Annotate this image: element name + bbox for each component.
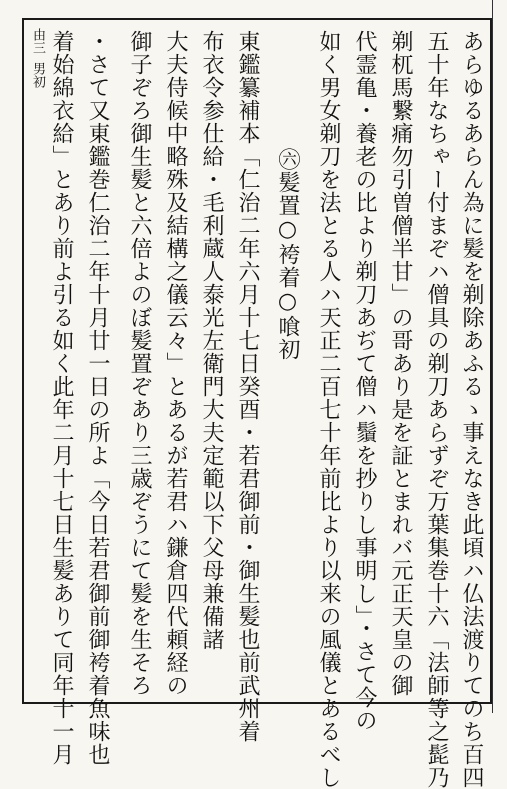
text-column-2: 五十年なちゃー付まぞハ僧具の剃刀あらずぞ万葉集巻十六「法師等之髭乃: [424, 30, 449, 789]
text-column-4: 代霊亀・養老の比より剃刀あぢて僧ハ鬚を抄りし事明し」・さて今の: [352, 30, 377, 732]
text-column-7: 東鑑纂補本「仁治二年六月十七日癸酉・若君御前・御生髪也前武州着: [235, 30, 260, 743]
text-column-10: 御子ぞろ御生髪と六倍よのぼ髪置ぞあり三歳ぞうにて髪を生そろ: [127, 30, 152, 697]
right-margin-rule: [492, 0, 507, 713]
text-column-3: 剃杌馬繋痛勿引曽僧半甘」の哥あり是を証とまれバ元正天皇の御: [388, 30, 413, 697]
headnote-top: 由三: [30, 28, 45, 54]
section-heading: ㊅髪置○袴着○喰初: [275, 148, 300, 361]
headnote-bottom: 男初: [30, 62, 45, 88]
text-column-5: 如く男女剃刀を法とる人ハ天正二百七十年前比より以来の風儀とあるべし: [316, 30, 341, 789]
text-column-8: 布衣令参仕給・毛利蔵人泰光左衛門大夫定範以下父母兼備諸: [199, 30, 224, 651]
text-column-11: ・さて又東鑑巻仁治二年十月廿一日の所よ「今日若君御前御袴着魚味也: [85, 30, 110, 766]
text-column-1: あらゆるあらん為に髪を剃除あふるゝ事えなき此頃ハ仏法渡りてのち百四: [459, 30, 484, 789]
text-column-12: 着始綿衣給」とあり前よ引る如く此年二月十七日生髪ありて同年十一月: [49, 30, 74, 766]
text-column-9: 大夫侍候中略殊及結構之儀云々」とあるが若君ハ鎌倉四代頼経の: [163, 30, 188, 697]
